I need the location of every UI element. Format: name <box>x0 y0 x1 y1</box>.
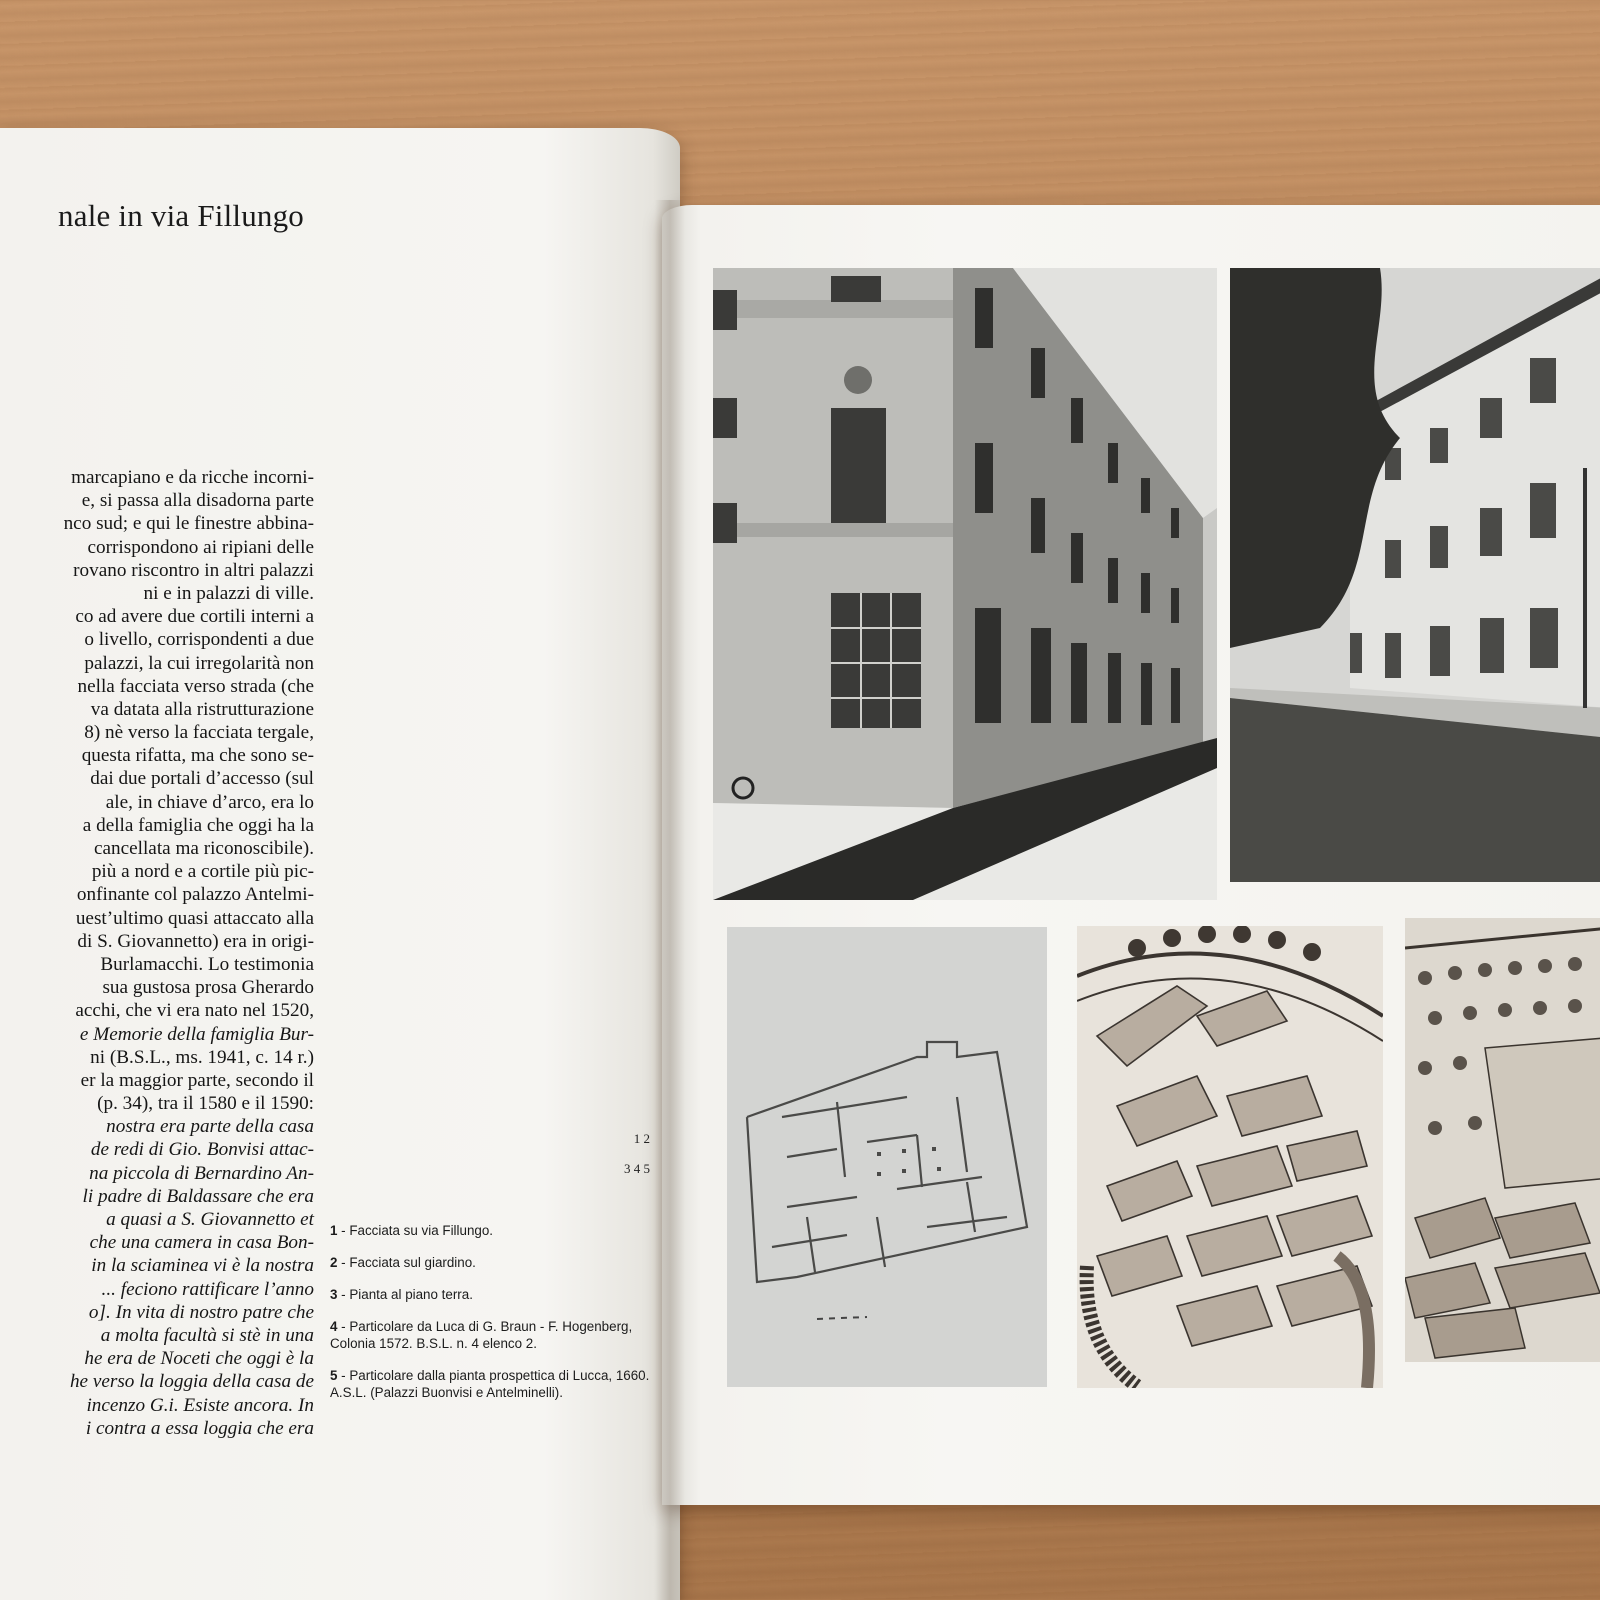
body-text-line: marcapiano e da ricche incorni- <box>71 467 314 488</box>
body-text-line: cancellata ma riconoscibile). <box>93 838 314 859</box>
body-text-line: che una camera in casa Bon- <box>89 1232 314 1254</box>
body-text-line: in la sciaminea vi è la nostra <box>91 1255 314 1277</box>
body-text-column <box>0 466 314 1440</box>
body-text-line: più a nord e a cortile più pic- <box>91 861 314 883</box>
body-text-line: a molta facultà si stè in una <box>100 1324 314 1346</box>
body-text-line: onfinante col palazzo Antelmi- <box>76 884 314 906</box>
body-text-line: questa rifatta, ma che sono se- <box>81 745 314 767</box>
body-text-line: a della famiglia che oggi ha la <box>82 814 314 836</box>
body-text-line: i contra a essa loggia che era <box>85 1417 314 1439</box>
body-text-line: ... feciono rattificare l’anno <box>101 1278 314 1300</box>
body-text-line: co ad avere due cortili interni a <box>75 606 314 628</box>
body-text-line: di S. Giovannetto) era in origi- <box>77 930 314 952</box>
body-text-line: palazzi, la cui irregolarità non <box>84 652 314 674</box>
body-text-line: o livello, corrispondenti a due <box>84 629 314 651</box>
body-text-line: li padre di Baldassare che era <box>82 1185 314 1207</box>
body-text-line: nostra era parte della casa <box>106 1116 314 1138</box>
caption-3: 3 - Pianta al piano terra. <box>330 1287 473 1302</box>
figure-index-row: 3 4 5 <box>624 1161 650 1176</box>
body-text-line: he verso la loggia della casa de <box>69 1371 314 1393</box>
body-text-line: 8) nè verso la facciata tergale, <box>84 722 314 744</box>
body-text-line: Burlamacchi. Lo testimonia <box>100 953 314 975</box>
body-text-line: incenzo G.i. Esiste ancora. In <box>86 1394 314 1416</box>
caption-2: 2 - Facciata sul giardino. <box>330 1255 476 1270</box>
body-text-line: va datata alla ristrutturazione <box>90 698 314 720</box>
map-detail-braun-hogenberg <box>1077 926 1383 1388</box>
photo-facade-via-fillungo <box>713 268 1217 900</box>
body-text-line: ni (B.S.L., ms. 1941, c. 14 r.) <box>90 1046 314 1068</box>
figure-captions <box>330 1222 650 1416</box>
body-text-line: sua gustosa prosa Gherardo <box>102 977 314 999</box>
figure-index-row: 1 2 <box>633 1131 650 1146</box>
body-text-line: er la maggior parte, secondo il <box>80 1069 314 1091</box>
body-text-line: dai due portali d’accesso (sul <box>90 768 314 790</box>
caption-4: 4 - Particolare da Luca di G. Braun - F. Hogenberg, Colonia 1572. B.S.L. n. 4 elenco 2. <box>330 1319 633 1351</box>
caption-5: 5 - Particolare dalla pianta prospettica di Lucca, 1660. A.S.L. (Palazzi Buonvisi e Antelminelli). <box>330 1368 650 1400</box>
chapter-heading: nale in via Fillungo <box>58 198 304 233</box>
body-text-line: e Memorie della famiglia Bur- <box>79 1023 314 1045</box>
body-text-line: he era de Noceti che oggi è la <box>84 1348 314 1370</box>
body-text-line: o]. In vita di nostro patre che <box>88 1301 314 1323</box>
body-text-line: a quasi a S. Giovannetto et <box>106 1209 314 1230</box>
body-text-line: uest’ultimo quasi attaccato alla <box>75 907 314 929</box>
photo-facade-garden <box>1230 268 1600 882</box>
plan-ground-floor <box>727 927 1047 1387</box>
book-gutter <box>655 200 685 1600</box>
body-text-line: nella facciata verso strada (che <box>77 675 314 697</box>
body-text-line: na piccola di Bernardino An- <box>89 1162 314 1184</box>
body-text-line: e, si passa alla disadorna parte <box>81 490 314 512</box>
body-text-line: nco sud; e qui le finestre abbina- <box>63 513 314 535</box>
body-text-line: (p. 34), tra il 1580 e il 1590: <box>97 1093 314 1115</box>
body-text-line: ni e in palazzi di ville. <box>143 582 314 604</box>
figure-index <box>610 1124 650 1184</box>
body-text-line: rovano riscontro in altri palazzi <box>73 559 314 581</box>
map-detail-lucca-1660 <box>1405 918 1600 1362</box>
body-text-line: corrispondono ai ripiani delle <box>87 536 314 558</box>
body-text-line: acchi, che vi era nato nel 1520, <box>75 1000 314 1022</box>
caption-1: 1 - Facciata su via Fillungo. <box>330 1223 494 1238</box>
body-text-line: ale, in chiave d’arco, era lo <box>105 791 314 813</box>
body-text-line: de redi di Gio. Bonvisi attac- <box>90 1139 314 1161</box>
